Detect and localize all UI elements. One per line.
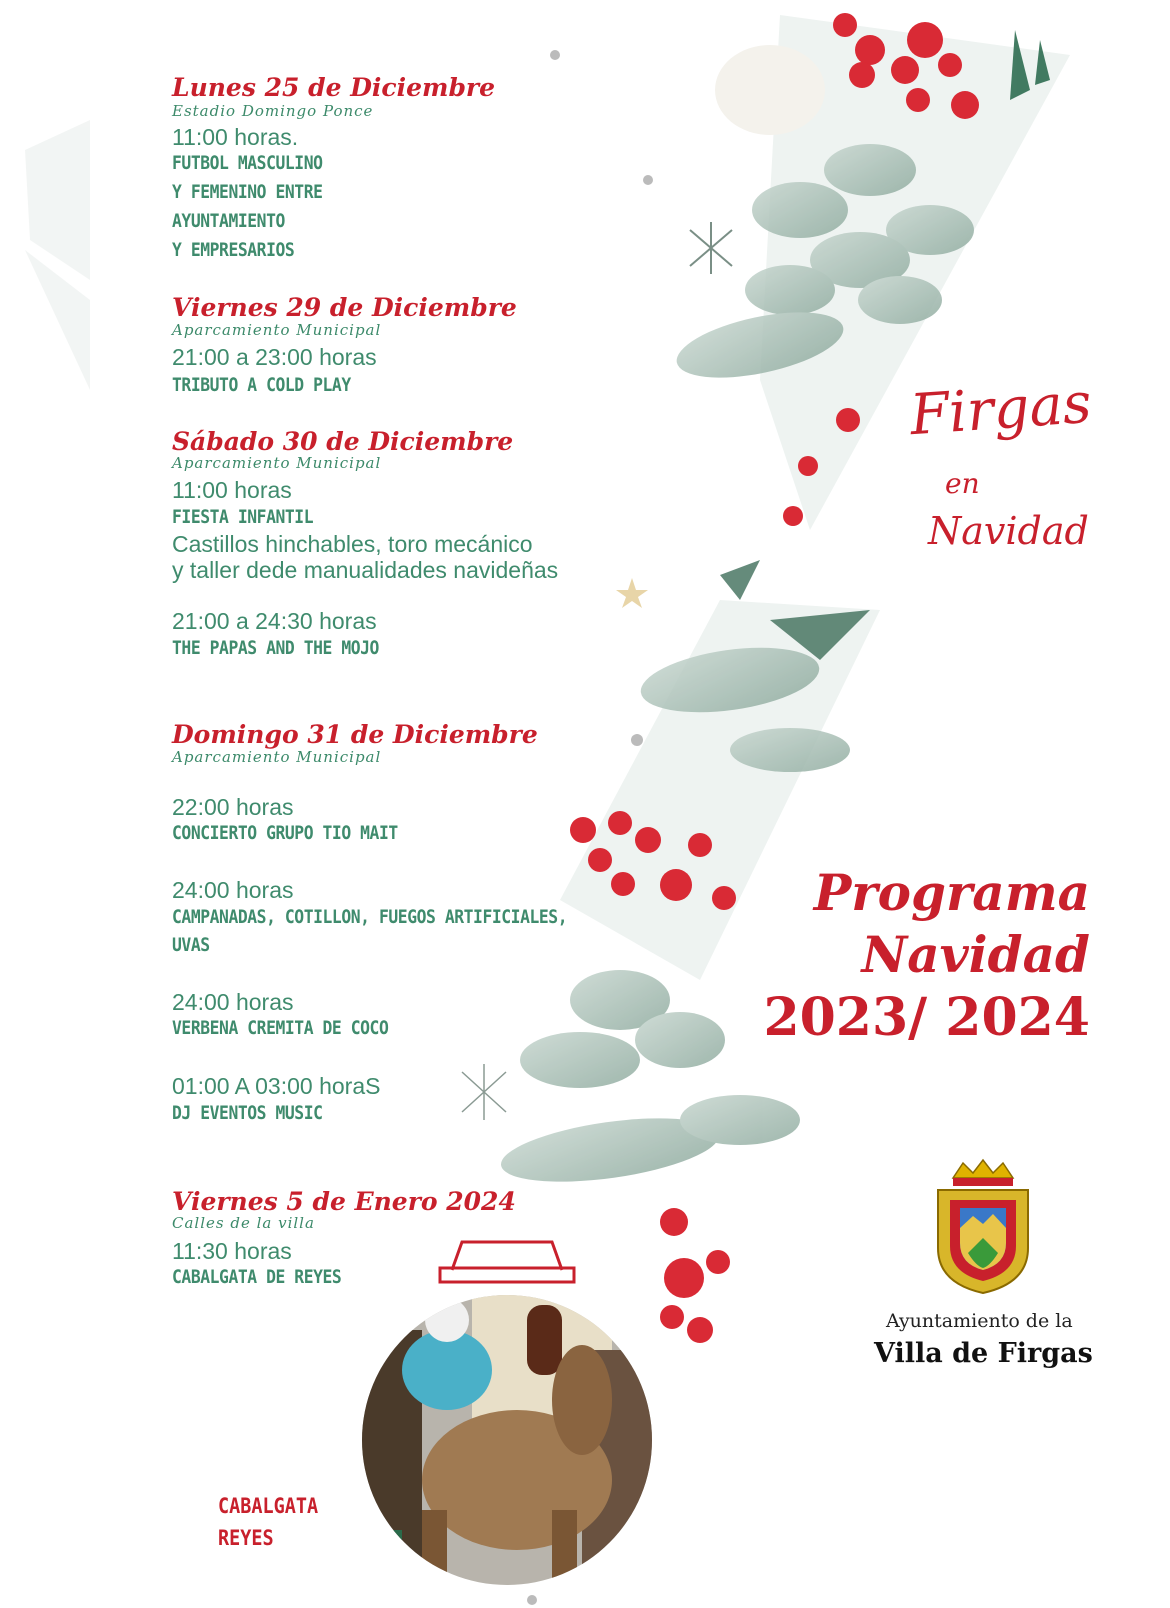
event-activity-4b: UVAS bbox=[172, 934, 210, 956]
event-description-3: y taller dede manualidades navideñas bbox=[172, 557, 559, 583]
coat-of-arms-icon bbox=[928, 1158, 1038, 1298]
program-title-year: 2023/ 2024 bbox=[763, 987, 1090, 1048]
event-venue-2: Aparcamiento Municipal bbox=[172, 321, 382, 339]
program-title-line2: Navidad bbox=[861, 925, 1090, 984]
firgas-script-en: en bbox=[945, 467, 980, 500]
event-activity-5: CABALGATA DE REYES bbox=[172, 1266, 342, 1288]
event-time-1: 11:00 horas. bbox=[172, 124, 299, 150]
event-time-4a: 22:00 horas bbox=[172, 794, 294, 820]
event-activity-2: TRIBUTO A COLD PLAY bbox=[172, 374, 351, 396]
firgas-script-title: Firgas bbox=[907, 370, 1094, 449]
event-activity-4c: VERBENA CREMITA DE COCO bbox=[172, 1017, 389, 1039]
event-time-3b: 21:00 a 24:30 horas bbox=[172, 608, 377, 634]
event-time-2: 21:00 a 23:00 horas bbox=[172, 344, 377, 370]
event-time-5: 11:30 horas bbox=[172, 1238, 292, 1264]
cabalgata-photo bbox=[352, 1230, 662, 1590]
foliage-upper bbox=[671, 13, 1070, 530]
firgas-script-navidad: Navidad bbox=[928, 509, 1089, 553]
event-activity-4a: CONCIERTO GRUPO TIO MAIT bbox=[172, 822, 398, 844]
event-venue-5: Calles de la villa bbox=[172, 1214, 315, 1232]
event-activity-1: AYUNTAMIENTO bbox=[172, 210, 285, 232]
event-activity-3: FIESTA INFANTIL bbox=[172, 506, 314, 528]
event-date-3: Sábado 30 de Diciembre bbox=[172, 427, 514, 456]
event-venue-1: Estadio Domingo Ponce bbox=[172, 102, 374, 120]
event-time-4d: 01:00 A 03:00 horaS bbox=[172, 1073, 381, 1099]
event-activity-1: Y FEMENINO ENTRE bbox=[172, 181, 323, 203]
event-date-1: Lunes 25 de Diciembre bbox=[172, 73, 496, 102]
photo-caption-line2: REYES bbox=[218, 1526, 274, 1550]
event-time-3: 11:00 horas bbox=[172, 477, 292, 503]
event-venue-4: Aparcamiento Municipal bbox=[172, 748, 382, 766]
event-activity-3b: THE PAPAS AND THE MOJO bbox=[172, 637, 379, 659]
event-activity-1: Y EMPRESARIOS bbox=[172, 239, 295, 261]
photo-caption-line1: CABALGATA bbox=[218, 1494, 319, 1518]
foliage-middle bbox=[462, 560, 880, 1343]
event-description-3: Castillos hinchables, toro mecánico bbox=[172, 531, 533, 557]
footer-ayto-line2: Villa de Firgas bbox=[874, 1338, 1093, 1369]
event-time-4c: 24:00 horas bbox=[172, 989, 294, 1015]
event-time-4b: 24:00 horas bbox=[172, 877, 294, 903]
event-venue-3: Aparcamiento Municipal bbox=[172, 454, 382, 472]
event-date-2: Viernes 29 de Diciembre bbox=[172, 293, 517, 322]
event-activity-4d: DJ EVENTOS MUSIC bbox=[172, 1102, 323, 1124]
event-date-5: Viernes 5 de Enero 2024 bbox=[172, 1187, 516, 1216]
event-activity-1: FUTBOL MASCULINO bbox=[172, 152, 323, 174]
event-activity-4b: CAMPANADAS, COTILLON, FUEGOS ARTIFICIALES, bbox=[172, 906, 568, 928]
event-date-4: Domingo 31 de Diciembre bbox=[172, 720, 538, 749]
program-title-line1: Programa bbox=[813, 863, 1090, 922]
footer-ayto-line1: Ayuntamiento de la bbox=[886, 1310, 1073, 1332]
